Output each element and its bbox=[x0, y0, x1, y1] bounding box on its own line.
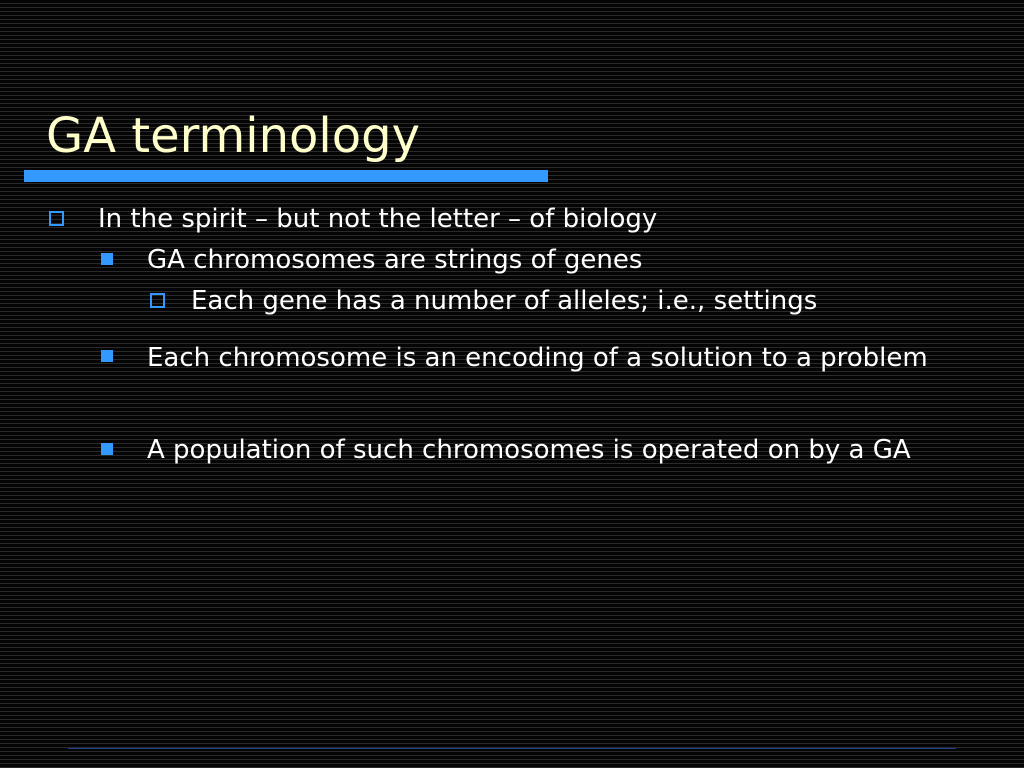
bullet-level1-spirit: In the spirit – but not the letter – of biology bbox=[98, 204, 658, 234]
bullet-level3-alleles: Each gene has a number of alleles; i.e., settings bbox=[191, 286, 818, 316]
title-underline bbox=[24, 170, 548, 182]
filled-square-bullet-icon bbox=[101, 253, 113, 265]
bullet-level2-chromosomes: GA chromosomes are strings of genes bbox=[147, 245, 643, 275]
filled-square-bullet-icon bbox=[101, 443, 113, 455]
hollow-square-bullet-icon bbox=[49, 211, 64, 226]
bullet-level2-population: A population of such chromosomes is operated on by a GA bbox=[147, 435, 911, 465]
footer-divider bbox=[68, 748, 956, 749]
hollow-square-bullet-icon bbox=[150, 293, 165, 308]
filled-square-bullet-icon bbox=[101, 350, 113, 362]
bullet-level2-encoding: Each chromosome is an encoding of a solution to a problem bbox=[147, 343, 928, 373]
slide-title: GA terminology bbox=[46, 108, 420, 164]
